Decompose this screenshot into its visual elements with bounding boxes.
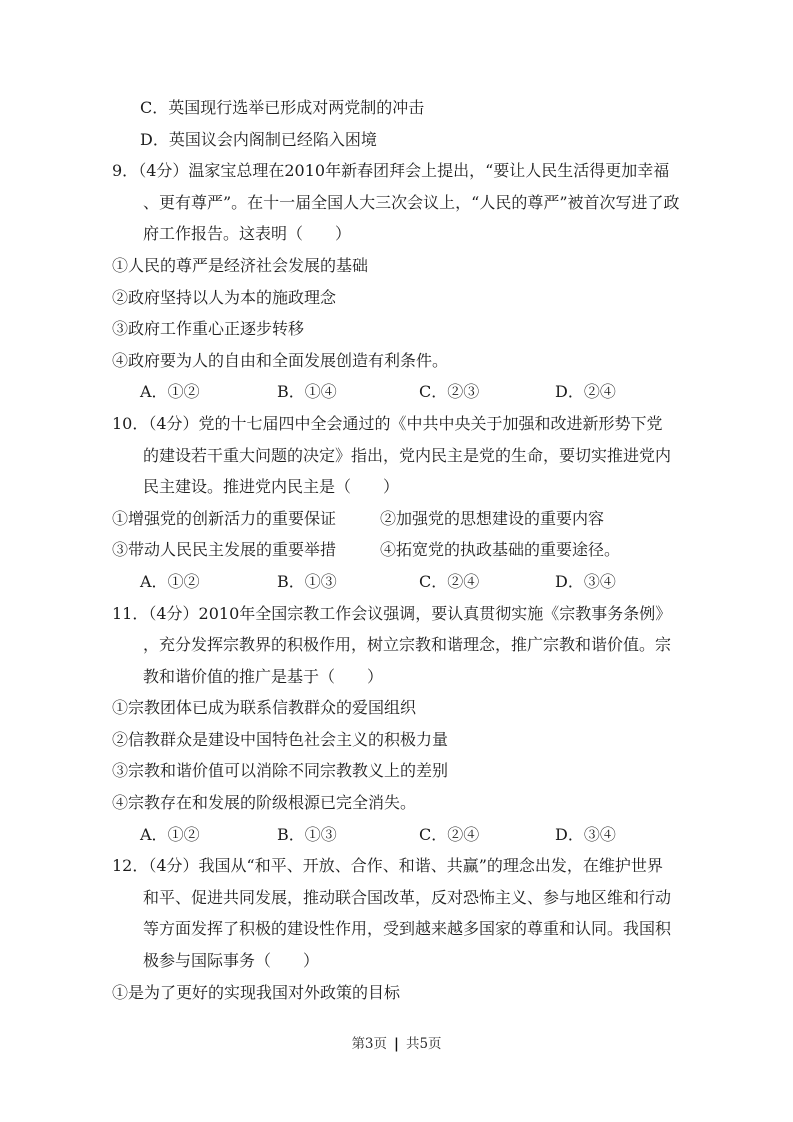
carryover-choice-line — [0, 92, 793, 124]
answer-choice — [277, 566, 419, 598]
question-stem-text: （4分）温家宝总理在2010年新春团拜会上提出，“要让人民生活得更加幸福 — [138, 161, 670, 181]
question-stem-line — [0, 408, 793, 440]
question-stem-line — [0, 440, 793, 472]
statement-item — [0, 282, 793, 314]
question-stem-line — [0, 155, 793, 187]
answer-choices-row — [0, 566, 793, 598]
question-stem-line — [0, 661, 793, 693]
statement-text: ①是为了更好的实现我国对外政策的目标 — [112, 982, 401, 1002]
answer-choice — [555, 376, 616, 408]
answer-choice — [419, 819, 555, 851]
statement-item — [0, 755, 793, 787]
statement-text: ④宗教存在和发展的阶级根源已完全消失。 — [112, 793, 417, 813]
question-stem-text: 、更有尊严”。在十一届全国人大三次会议上，“人民的尊严”被首次写进了政 — [143, 192, 680, 212]
choice-letter: D． — [555, 571, 584, 591]
statement-item — [0, 345, 793, 377]
question-stem-line — [0, 945, 793, 977]
choice-letter: A． — [140, 824, 168, 844]
choice-text: 英国议会内阁制已经陷入困境 — [168, 129, 377, 149]
question-stem-text: ，充分发挥宗教界的积极作用，树立宗教和谐理念，推广宗教和谐价值。宗 — [143, 635, 672, 655]
choice-value: ②④ — [447, 824, 480, 844]
statement-text: ③宗教和谐价值可以消除不同宗教教义上的差别 — [112, 761, 449, 781]
statement-item — [0, 787, 793, 819]
statement-item — [0, 313, 793, 345]
choice-value: ①② — [167, 571, 200, 591]
choice-letter: B． — [277, 382, 305, 402]
question-stem-text: 极参与国际事务（ ） — [143, 951, 320, 971]
question-stem-line — [0, 913, 793, 945]
statement-text: ③政府工作重心正逐步转移 — [112, 319, 305, 339]
choice-text: 英国现行选举已形成对两党制的冲击 — [168, 98, 425, 117]
choice-letter: A． — [140, 382, 168, 402]
choice-letter: D． — [555, 382, 584, 402]
choice-letter: C． — [140, 98, 169, 117]
question-stem-line — [0, 598, 793, 630]
question-stem-line — [0, 471, 793, 503]
question-number: 11． — [112, 603, 149, 623]
question-stem-line — [0, 218, 793, 250]
statement-text: ②政府坚持以人为本的施政理念 — [112, 287, 337, 307]
choice-value: ③④ — [583, 571, 616, 591]
question-stem-text: （4分）我国从“和平、开放、合作、和谐、共赢”的理念出发，在维护世界 — [148, 856, 663, 876]
choice-letter: D． — [140, 129, 169, 149]
answer-choice — [277, 376, 419, 408]
statement-item — [0, 250, 793, 282]
answer-choices-row — [0, 376, 793, 408]
choice-letter: B． — [277, 824, 305, 844]
choice-value: ①③ — [304, 571, 337, 591]
question-number: 10． — [112, 413, 149, 433]
statement-item — [0, 724, 793, 756]
choice-value: ①④ — [304, 382, 337, 402]
statement-item — [0, 977, 793, 1009]
choice-value: ②④ — [583, 382, 616, 402]
answer-choice — [140, 566, 277, 598]
answer-choice — [140, 819, 277, 851]
choice-value: ②③ — [447, 382, 480, 402]
choice-value: ①③ — [304, 824, 337, 844]
choice-value: ②④ — [447, 571, 480, 591]
question-stem-text: 府工作报告。这表明（ ） — [143, 224, 352, 244]
choice-letter: B． — [277, 571, 305, 591]
page-separator: | — [394, 1036, 399, 1052]
question-stem-line — [0, 187, 793, 219]
question-stem-text: （4分）党的十七届四中全会通过的《中共中央关于加强和改进新形势下党 — [148, 413, 663, 433]
statement-text: ①人民的尊严是经济社会发展的基础 — [112, 255, 369, 275]
total-pages: 共5页 — [405, 1036, 442, 1052]
answer-choice — [419, 376, 555, 408]
statement-item-row — [0, 534, 793, 566]
choice-value: ③④ — [583, 824, 616, 844]
statement-item — [0, 692, 793, 724]
answer-choice — [140, 376, 277, 408]
question-stem-text: （4分）2010年全国宗教工作会议强调，要认真贯彻实施《宗教事务条例》 — [148, 603, 672, 623]
choice-value: ①② — [167, 382, 200, 402]
choice-letter: C． — [419, 571, 448, 591]
statement-item-row — [0, 503, 793, 535]
question-stem-line — [0, 629, 793, 661]
statement-text: ④政府要为人的自由和全面发展创造有利条件。 — [112, 350, 449, 370]
question-stem-line — [0, 850, 793, 882]
choice-letter: C． — [419, 824, 448, 844]
statement-text: ③带动人民民主发展的重要举措 — [112, 540, 337, 560]
question-stem-text: 民主建设。推进党内民主是（ ） — [143, 477, 400, 497]
answer-choice — [555, 819, 616, 851]
statement-text: ②加强党的思想建设的重要内容 — [380, 508, 605, 528]
question-number: 9． — [112, 161, 139, 181]
question-number: 12． — [112, 856, 149, 876]
answer-choice — [419, 566, 555, 598]
answer-choices-row — [0, 819, 793, 851]
question-stem-text: 等方面发挥了积极的建设性作用，受到越来越多国家的尊重和认同。我国积 — [143, 919, 672, 939]
statement-text: ①宗教团体已成为联系信教群众的爱国组织 — [112, 698, 417, 718]
current-page: 第3页 — [351, 1036, 388, 1052]
question-stem-line — [0, 882, 793, 914]
carryover-choice-line — [0, 124, 793, 156]
question-stem-text: 教和谐价值的推广是基于（ ） — [143, 666, 384, 686]
choice-letter: A． — [140, 571, 168, 591]
exam-questions — [0, 92, 793, 1008]
statement-text: ②信教群众是建设中国特色社会主义的积极力量 — [112, 729, 449, 749]
choice-letter: D． — [555, 824, 584, 844]
question-stem-text: 和平、促进共同发展，推动联合国改革，反对恐怖主义、参与地区维和行动 — [143, 887, 672, 907]
page-footer — [0, 1034, 793, 1054]
question-stem-text: 的建设若干重大问题的决定》指出，党内民主是党的生命，要切实推进党内 — [143, 445, 672, 465]
answer-choice — [277, 819, 419, 851]
statement-text: ①增强党的创新活力的重要保证 — [112, 508, 337, 528]
choice-value: ①② — [167, 824, 200, 844]
choice-letter: C． — [419, 382, 448, 402]
answer-choice — [555, 566, 616, 598]
statement-text: ④拓宽党的执政基础的重要途径。 — [380, 540, 621, 560]
